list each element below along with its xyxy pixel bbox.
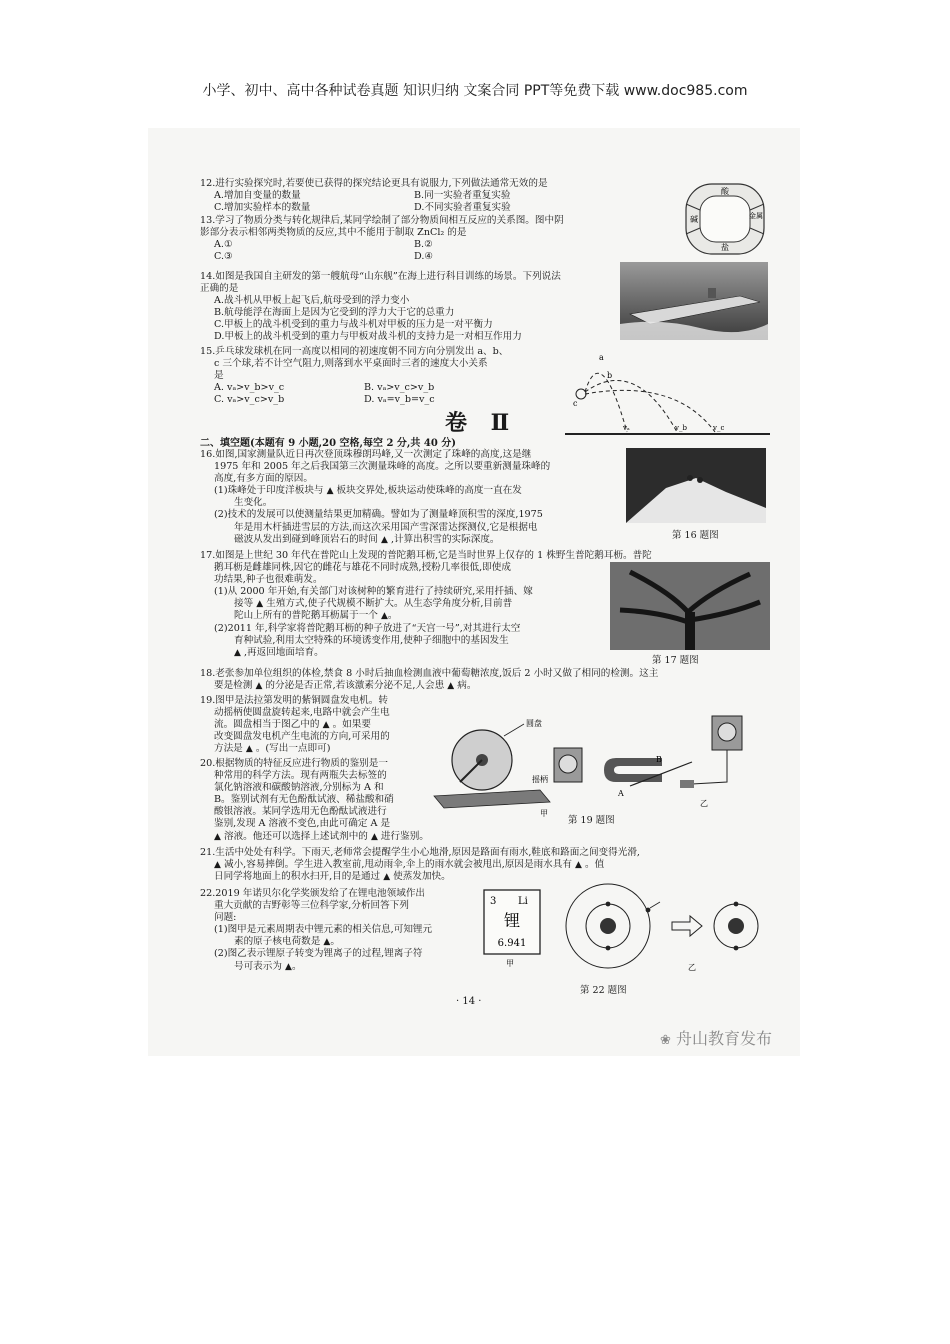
q14-option-c: C.甲板上的战斗机受到的重力与战斗机对甲板的压力是一对平衡力: [214, 319, 493, 331]
q12-stem: 12.进行实验探究时,若要使已获得的探究结论更具有说服力,下列做法通常无效的是: [200, 178, 548, 189]
part-2-header: 二、填空题(本题有 9 小题,20 空格,每空 2 分,共 40 分): [200, 438, 457, 449]
q19-caption: 第 19 题图: [568, 815, 615, 826]
q18-line-2b: 的分泌是否正常,若该激素分泌不足,人会患: [262, 680, 448, 692]
q12-option-d: D.不同实验者重复实验: [414, 202, 511, 214]
q15-fig-b: b: [607, 371, 613, 380]
q17-sub2-b: 育种试验,利用太空特殊的环境诱变作用,使种子细胞中的基因发生: [234, 634, 509, 646]
q12-option-b: B.同一实验者重复实验: [414, 190, 511, 202]
q17-sub1-b: 接等: [234, 598, 257, 610]
q13-option-a: A.①: [214, 239, 233, 251]
lithium-atomic-mass: 6.941: [497, 938, 527, 949]
q21-blank-2: ▲: [575, 860, 582, 871]
q19-line-3a: 流。圆盘相当于图乙中的: [214, 719, 323, 731]
q22-line-3: 问题:: [214, 912, 237, 924]
q18-blank-2: ▲: [447, 681, 455, 692]
q17-sub2-c: ,再返回地面培育。: [240, 646, 324, 658]
question-20: [200, 758, 429, 843]
page-number: · 14 ·: [456, 996, 482, 1007]
lithium-atomic-number: 3: [490, 896, 497, 907]
q19-generator-diagram: [430, 712, 770, 820]
q16-blank-2: ▲: [380, 534, 388, 545]
q12-option-c: C.增加实验样本的数量: [214, 202, 311, 214]
q19-line-5a: 方法是: [214, 743, 246, 755]
q15-line-3: 是: [214, 370, 224, 382]
q19-line-4: 改变圆盘发电机产生电流的方向,可采用的: [214, 731, 390, 743]
q17-line-2: 鹅耳枥是雌雄同株,因它的雌花与雄花不同时成熟,授粉几率很低,即使成: [214, 562, 511, 574]
q19-line-3b: 。如果要: [329, 719, 371, 731]
q15-fig-vb: v_b: [675, 424, 687, 432]
question-22: 22.2019 年诺贝尔化学奖颁发给了在锂电池领域作出 重大贡献的吉野彰等三位科学家,分析回答下列 问题: (1)图甲是元素周期表中锂元素的相关信息,可知锂元 素的原子核电荷数是 ▲。 (2)图乙表示锂原子转变为锂离子的过程,锂离子符 号可表示为 ▲。: [200, 888, 433, 972]
q20-line-3: 氯化钠溶液和碳酸钠溶液,分别标为 A 和: [214, 782, 384, 794]
q15-option-b: B. vₐ>v_c>v_b: [364, 382, 435, 394]
q13-fig-base: 碱: [690, 215, 698, 224]
q19-blank-2: ▲: [245, 744, 253, 755]
question-17: 17.如图是上世纪 30 年代在普陀山上发现的普陀鹅耳枥,它是当时世界上仅存的 1 株野生普陀鹅耳枥。普陀 鹅耳枥是雌雄同株,因它的雌花与雄花不同时成熟,授粉几率很低,即使成 功结果,种子也很难萌发。 (1)从 2000 年开始,有关部门对该树种的繁育进行了持续研究,采用扦插、嫁 接等 ▲ 生殖方式,使子代规模不断扩大。从生态学角度分析,目前普 陀山上所有的普陀鹅耳枥属于一个 ▲。 (2)2011 年,科学家将普陀鹅耳枥的种子放进了“天宫一号”,对其进行太空 育种试验,利用太空特殊的环境诱变作用,使种子细胞中的基因发生 ▲ ,再返回地面培育。: [200, 550, 652, 658]
q20-blank-2: ▲: [370, 831, 378, 842]
everest-photo: [626, 448, 766, 523]
question-12: [200, 178, 614, 214]
q16-line-3: 高度,有多方面的原因。: [214, 473, 313, 485]
q17-caption: 第 17 题图: [652, 655, 699, 666]
q19-line-5b: 。(写出一点即可): [252, 743, 331, 755]
q20-line-1: 20.根据物质的特征反应进行物质的鉴别是一: [200, 758, 388, 769]
section-title: 卷 Ⅱ: [445, 410, 518, 436]
q14-option-b: B.航母能浮在海面上是因为它受到的浮力大于它的总重力: [214, 307, 455, 319]
site-banner: 小学、初中、高中各种试卷真题 知识归纳 文案合同 PPT等免费下载 www.doc985.com: [202, 83, 748, 99]
q19-fig-jia: 甲: [540, 809, 548, 818]
q20-line-5: 酸银溶液。某同学选用无色酚酞试液进行: [214, 806, 387, 818]
q22-blank-1: ▲: [323, 937, 331, 948]
question-16: [200, 449, 550, 546]
q17-line-1: 17.如图是上世纪 30 年代在普陀山上发现的普陀鹅耳枥,它是当时世界上仅存的 1 株野生普陀鹅耳枥。普陀: [200, 550, 652, 561]
aircraft-carrier-photo: [620, 262, 768, 340]
q20-line-2: 种常用的科学方法。现有两瓶失去标签的: [214, 770, 387, 782]
q20-line-7b: 溶液。他还可以选择上述试剂中的: [220, 830, 371, 842]
q20-line-4: B。鉴别试剂有无色酚酞试液、稀盐酸和硝: [214, 794, 394, 806]
q21-blank-3: ▲: [383, 872, 391, 883]
q14-line-1: 14.如图是我国自主研发的第一艘航母“山东舰”在海上进行科目训练的场景。下列说法: [200, 271, 561, 282]
wechat-icon: ❀: [660, 1033, 671, 1048]
q14-option-a: A.战斗机从甲板上起飞后,航母受到的浮力变小: [214, 295, 410, 307]
q16-sub2-c: 磁波从发出到碰到峰顶岩石的时间: [234, 533, 381, 545]
q15-trajectory-diagram: [565, 348, 770, 440]
lithium-ion-diagram: [560, 880, 770, 976]
question-19: [200, 695, 390, 755]
q19-fig-B: B: [656, 755, 662, 764]
q19-fig-yi: 乙: [700, 799, 708, 808]
question-18: [200, 668, 658, 692]
q19-fig-handle: 摇柄: [532, 775, 548, 784]
q17-line-3: 功结果,种子也很难萌发。: [214, 574, 323, 586]
q21-line-3b: 使蒸发加快。: [390, 871, 451, 883]
q18-line-1: 18.老张参加单位组织的体检,禁食 8 小时后抽血检测血液中葡萄糖浓度,饭后 2 小时又做了相同的检测。这主: [200, 668, 659, 679]
watermark-text: 舟山教育发布: [676, 1029, 773, 1048]
q13-option-c: C.③: [214, 251, 233, 263]
q22-sub1-a: (1)图甲是元素周期表中锂元素的相关信息,可知锂元: [214, 924, 433, 936]
lithium-symbol: Li: [518, 896, 528, 907]
q20-blank-1: ▲: [214, 831, 221, 842]
q15-option-c: C. vₐ>v_c>v_b: [214, 394, 285, 406]
question-21: [200, 847, 640, 883]
q21-line-3a: 日同学将地面上的积水扫开,目的是通过: [214, 871, 384, 883]
q19-line-2: 动摇柄使圆盘旋转起来,电路中就会产生电: [214, 707, 390, 719]
q13-option-d: D.④: [414, 251, 433, 263]
q16-sub2-a: (2)技术的发展可以使测量结果更加精确。譬如为了测量峰顶积雪的深度,1975: [214, 509, 543, 521]
question-14: [200, 271, 561, 344]
q16-sub2-d: ,计算出积雪的实际深度。: [387, 533, 500, 545]
q13-fig-salt: 盐: [721, 243, 729, 252]
q14-line-2: 正确的是: [200, 283, 239, 295]
q16-sub1-b: 板块交界处,板块运动使珠峰的高度一直在发: [333, 485, 522, 497]
q19-line-1: 19.图甲是法拉第发明的紫铜圆盘发电机。转: [200, 695, 388, 706]
q13-line-2: 影部分表示相邻两类物质的反应,其中不能用于制取 ZnCl₂ 的是: [200, 227, 467, 239]
q21-line-1: 21.生活中处处有科学。下雨天,老师常会提醒学生小心地滑,原因是路面有雨水,鞋底和路面之间变得光滑,: [200, 847, 640, 858]
q22-fig-jia: 甲: [506, 959, 514, 968]
q16-sub1-a: (1)珠峰处于印度洋板块与: [214, 485, 327, 497]
q22-sub2-b: 号可表示为: [234, 960, 286, 972]
q21-line-2c: 。值: [581, 859, 605, 871]
question-15: [200, 346, 564, 406]
q15-option-a: A. vₐ>v_b>v_c: [214, 382, 285, 394]
q19-blank-1: ▲: [322, 720, 330, 731]
q17-sub1-a: (1)从 2000 年开始,有关部门对该树种的繁育进行了持续研究,采用扦插、嫁: [214, 586, 533, 598]
tree-photo: [610, 562, 770, 650]
q12-option-a: A.增加自变量的数量: [214, 190, 301, 202]
q15-fig-va: vₐ: [623, 424, 630, 432]
q15-line-1: 15.乒乓球发球机在同一高度以相同的初速度朝不同方向分别发出 a、b、: [200, 346, 509, 357]
q15-option-d: D. vₐ=v_b=v_c: [364, 394, 435, 406]
question-13: [200, 215, 614, 263]
q17-sub2-a: (2)2011 年,科学家将普陀鹅耳枥的种子放进了“天宫一号”,对其进行太空: [214, 622, 521, 634]
q21-blank-1: ▲: [214, 860, 221, 871]
q16-sub2-b: 年是用木杆插进雪层的方法,而这次采用国产雪深雷达探测仪,它是根据电: [234, 521, 538, 533]
q16-blank-1: ▲: [326, 486, 334, 497]
q18-line-2a: 要是检测: [214, 680, 256, 692]
q21-line-2b: 减小,容易摔倒。学生进入教室前,甩动雨伞,伞上的雨水就会被甩出,原因是雨水具有: [220, 859, 575, 871]
q15-fig-vc: v_c: [713, 424, 725, 432]
q22-caption: 第 22 题图: [580, 985, 627, 996]
watermark: [660, 1026, 772, 1049]
q17-blank-2: ▲: [380, 611, 388, 622]
q17-blank-1: ▲: [256, 599, 264, 610]
q17-sub1-d: 陀山上所有的普陀鹅耳枥属于一个: [234, 610, 381, 622]
q13-fig-metal: 金属: [749, 212, 763, 220]
q13-option-b: B.②: [414, 239, 433, 251]
lithium-element-tile: [482, 888, 542, 968]
q22-line-1: 22.2019 年诺贝尔化学奖颁发给了在锂电池领域作出: [200, 888, 426, 899]
q13-line-1: 13.学习了物质分类与转化规律后,某同学绘制了部分物质间相互反应的关系图。图中阴: [200, 215, 564, 226]
q16-caption: 第 16 题图: [672, 530, 719, 541]
q14-option-d: D.甲板上的战斗机受到的重力与甲板对战斗机的支持力是一对相互作用力: [214, 331, 522, 343]
lithium-name: 锂: [503, 911, 521, 930]
q19-fig-A: A: [618, 789, 624, 798]
q22-fig-yi: 乙: [688, 963, 696, 972]
q15-fig-c: c: [573, 399, 578, 408]
q22-sub1-b: 素的原子核电荷数是: [234, 936, 324, 948]
q20-line-6: 鉴别,发现 A 溶液不变色,由此可确定 A 是: [214, 818, 391, 830]
q22-line-2: 重大贡献的吉野彰等三位科学家,分析回答下列: [214, 900, 409, 912]
q18-line-2c: 病。: [454, 680, 477, 692]
q16-line-1: 16.如图,国家测量队近日再次登顶珠穆朗玛峰,又一次测定了珠峰的高度,这是继: [200, 449, 532, 460]
q17-blank-3: ▲: [234, 647, 241, 658]
q17-sub1-c: 生殖方式,使子代规模不断扩大。从生态学角度分析,目前普: [263, 598, 513, 610]
q13-relation-diagram: [680, 180, 770, 258]
q13-fig-acid: 酸: [721, 187, 729, 196]
q16-sub1-c: 生变化。: [234, 497, 273, 509]
q18-blank-1: ▲: [255, 681, 263, 692]
q15-line-2: c 三个球,若不计空气阻力,则落到水平桌面时三者的速度大小关系: [214, 358, 488, 370]
q19-fig-disc: 圆盘: [526, 719, 542, 728]
q20-line-7c: 进行鉴别。: [377, 830, 429, 842]
q15-fig-a: a: [599, 353, 604, 362]
q22-blank-2: ▲: [285, 961, 292, 972]
q22-sub2-a: (2)图乙表示锂原子转变为锂离子的过程,锂离子符: [214, 948, 423, 960]
q16-line-2: 1975 年和 2005 年之后我国第三次测量珠峰的高度。之所以要重新测量珠峰的: [214, 461, 551, 473]
